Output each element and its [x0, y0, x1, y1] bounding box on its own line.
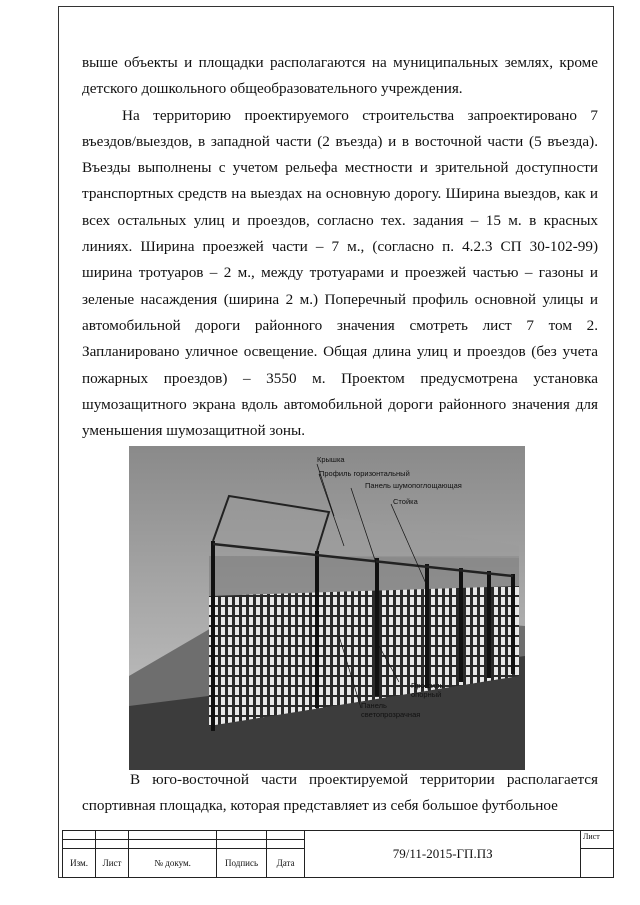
- label-support-profile-2: опорный: [411, 690, 442, 699]
- header-change: Изм.: [63, 849, 96, 878]
- paragraph-1: выше объекты и площадки располагаются на муниципальных землях, кроме детского дошкольного общеобразовательного учреждения.: [82, 54, 598, 98]
- header-date: Дата: [266, 849, 305, 878]
- sheet-number-cell: [580, 849, 613, 878]
- header-signature: Подпись: [217, 849, 267, 878]
- paragraph-3: В юго-восточной части проектируемой территории располагается спортивная площадка, которая представляет из себя большое футбольное: [82, 771, 598, 815]
- header-sheet: Лист: [96, 849, 129, 878]
- body-text-top: [82, 50, 598, 444]
- body-text-bottom: [82, 767, 598, 820]
- paragraph-2: На территорию проектируемого строительства запроектировано 7 въездов/выездов, в западной части (2 въезда) и в восточной части (5 въезда). Въезды выполнены с учетом рельефа местности и зрительной доступности транспортных средств на выездах на основную дорогу. Ширина выездов, как и всех остальных улиц и проездов, согласно тех. задания – 15 м. в красных линиях. Ширина проезжей части – 7 м., (согласно п. 4.2.3 СП 30-102-99) ширина тротуаров – 2 м., между тротуарами и проезжей частью – газоны и зеленые насаждения (ширина 2 м.) Поперечный профиль основной улицы и автомобильной дороги районного значения смотреть лист 7 том 2. Запланировано уличное освещение. Общая длина улиц и проездов (без учета пожарных проездов) – 3550 м. Проектом предусмотрена установка шумозащитного экрана вдоль автомобильной дороги районного значения для уменьшения шумозащитной зоны.: [82, 106, 598, 440]
- label-horizontal-profile: Профиль горизонтальный: [319, 469, 410, 478]
- label-post: Стойка: [393, 497, 418, 506]
- header-doc-number: № докум.: [129, 849, 217, 878]
- label-transparent-panel-2: светопрозрачная: [361, 710, 421, 719]
- label-cap: Крышка: [317, 455, 345, 464]
- label-noise-panel: Панель шумопоглощающая: [365, 481, 462, 490]
- noise-barrier-photo: [129, 446, 525, 770]
- label-support-profile-1: Профиль: [411, 681, 444, 690]
- sheet-label: Лист: [580, 831, 613, 849]
- document-code: 79/11-2015-ГП.ПЗ: [305, 831, 581, 878]
- label-transparent-panel-1: Панель: [361, 701, 387, 710]
- title-block-table: [62, 830, 614, 878]
- noise-barrier-illustration: [129, 446, 525, 770]
- title-block: [62, 830, 614, 878]
